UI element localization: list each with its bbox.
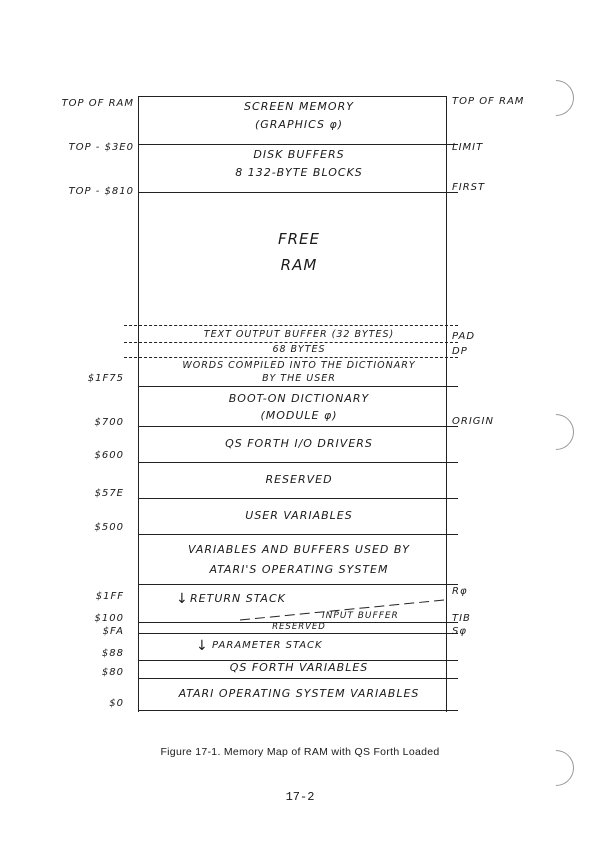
pointer-label-limit: LIMIT	[452, 142, 484, 153]
address-label-top-810: TOP - $810	[68, 186, 134, 197]
address-label-80: $80	[101, 667, 124, 678]
divider-pad-top	[124, 325, 458, 326]
region-io-drivers: QS FORTH I/O DRIVERS	[225, 437, 373, 450]
region-reserved: RESERVED	[265, 473, 333, 486]
divider-top-of-ram	[138, 96, 446, 97]
region-free-ram	[138, 226, 460, 278]
region-free-ram-line1: FREE	[277, 230, 320, 248]
region-disk-buffers	[138, 146, 460, 182]
pointer-label-dp: DP	[452, 346, 468, 357]
divider-dp	[124, 357, 458, 358]
region-os-variables: ATARI OPERATING SYSTEM VARIABLES	[178, 687, 420, 700]
address-label-700: $700	[94, 417, 124, 428]
address-label-600: $600	[94, 450, 124, 461]
region-disk-buffers-line1: DISK BUFFERS	[253, 148, 345, 161]
region-os-buffers-line1: VARIABLES AND BUFFERS USED BY	[188, 543, 410, 556]
address-label-1f75: $1F75	[87, 373, 124, 384]
region-user-words-line1: WORDS COMPILED INTO THE DICTIONARY	[182, 360, 416, 371]
region-free-ram-line2: RAM	[280, 256, 318, 274]
divider-600	[138, 462, 458, 463]
region-user-words-line2: BY THE USER	[262, 373, 336, 384]
region-reserved-small: RESERVED	[272, 622, 326, 632]
region-user-variables: USER VARIABLES	[245, 509, 353, 522]
address-label-57e: $57E	[94, 488, 124, 499]
region-os-buffers	[138, 540, 460, 580]
region-disk-buffers-line2: 8 132-BYTE BLOCKS	[235, 166, 363, 179]
region-forth-variables: QS FORTH VARIABLES	[229, 661, 369, 674]
divider-500	[138, 534, 458, 535]
address-label-top-3e0: TOP - $3E0	[68, 142, 134, 153]
pointer-label-r0: Rφ	[452, 586, 468, 597]
region-boot-dictionary-line1: BOOT-ON DICTIONARY	[228, 392, 370, 405]
divider-700	[138, 426, 458, 427]
address-label-top-of-ram: TOP OF RAM	[61, 98, 134, 109]
region-screen-memory	[138, 98, 460, 134]
pointer-label-pad: PAD	[452, 331, 476, 342]
divider-top-810	[138, 192, 458, 193]
region-user-words	[138, 359, 460, 385]
address-label-1ff: $1FF	[95, 591, 124, 602]
region-text-output-buffer: TEXT OUTPUT BUFFER (32 BYTES)	[203, 329, 395, 340]
pointer-label-s0: Sφ	[452, 626, 467, 637]
divider-0	[138, 710, 458, 711]
region-boot-dictionary	[138, 390, 460, 424]
divider-80	[138, 678, 458, 679]
pointer-label-origin: ORIGIN	[452, 416, 494, 427]
region-return-stack: RETURN STACK	[190, 592, 286, 605]
address-label-88: $88	[101, 648, 124, 659]
region-68-bytes: 68 BYTES	[272, 344, 326, 355]
divider-top-3e0	[138, 144, 458, 145]
address-label-fa: $FA	[102, 626, 124, 637]
divider-1f75	[138, 386, 458, 387]
region-boot-dictionary-line2: (MODULE φ)	[260, 409, 338, 422]
region-input-buffer: INPUT BUFFER	[322, 611, 399, 621]
pointer-label-top-of-ram: TOP OF RAM	[452, 96, 525, 107]
region-screen-memory-line2: (GRAPHICS φ)	[254, 118, 344, 131]
divider-1ff	[138, 584, 458, 585]
address-label-500: $500	[94, 522, 124, 533]
parameter-stack-arrow-icon: ↓	[196, 638, 209, 654]
pointer-label-first: FIRST	[452, 182, 486, 193]
figure-caption: Figure 17-1. Memory Map of RAM with QS Forth Loaded	[160, 746, 440, 758]
region-os-buffers-line2: ATARI'S OPERATING SYSTEM	[209, 563, 389, 576]
pointer-label-tib: TIB	[452, 613, 471, 624]
divider-57e	[138, 498, 458, 499]
region-screen-memory-line1: SCREEN MEMORY	[244, 100, 354, 113]
return-stack-arrow-icon: ↓	[176, 591, 189, 607]
address-label-0: $0	[109, 698, 124, 709]
region-parameter-stack: PARAMETER STACK	[212, 640, 323, 651]
page-number: 17-2	[285, 790, 315, 804]
address-label-100: $100	[94, 613, 124, 624]
